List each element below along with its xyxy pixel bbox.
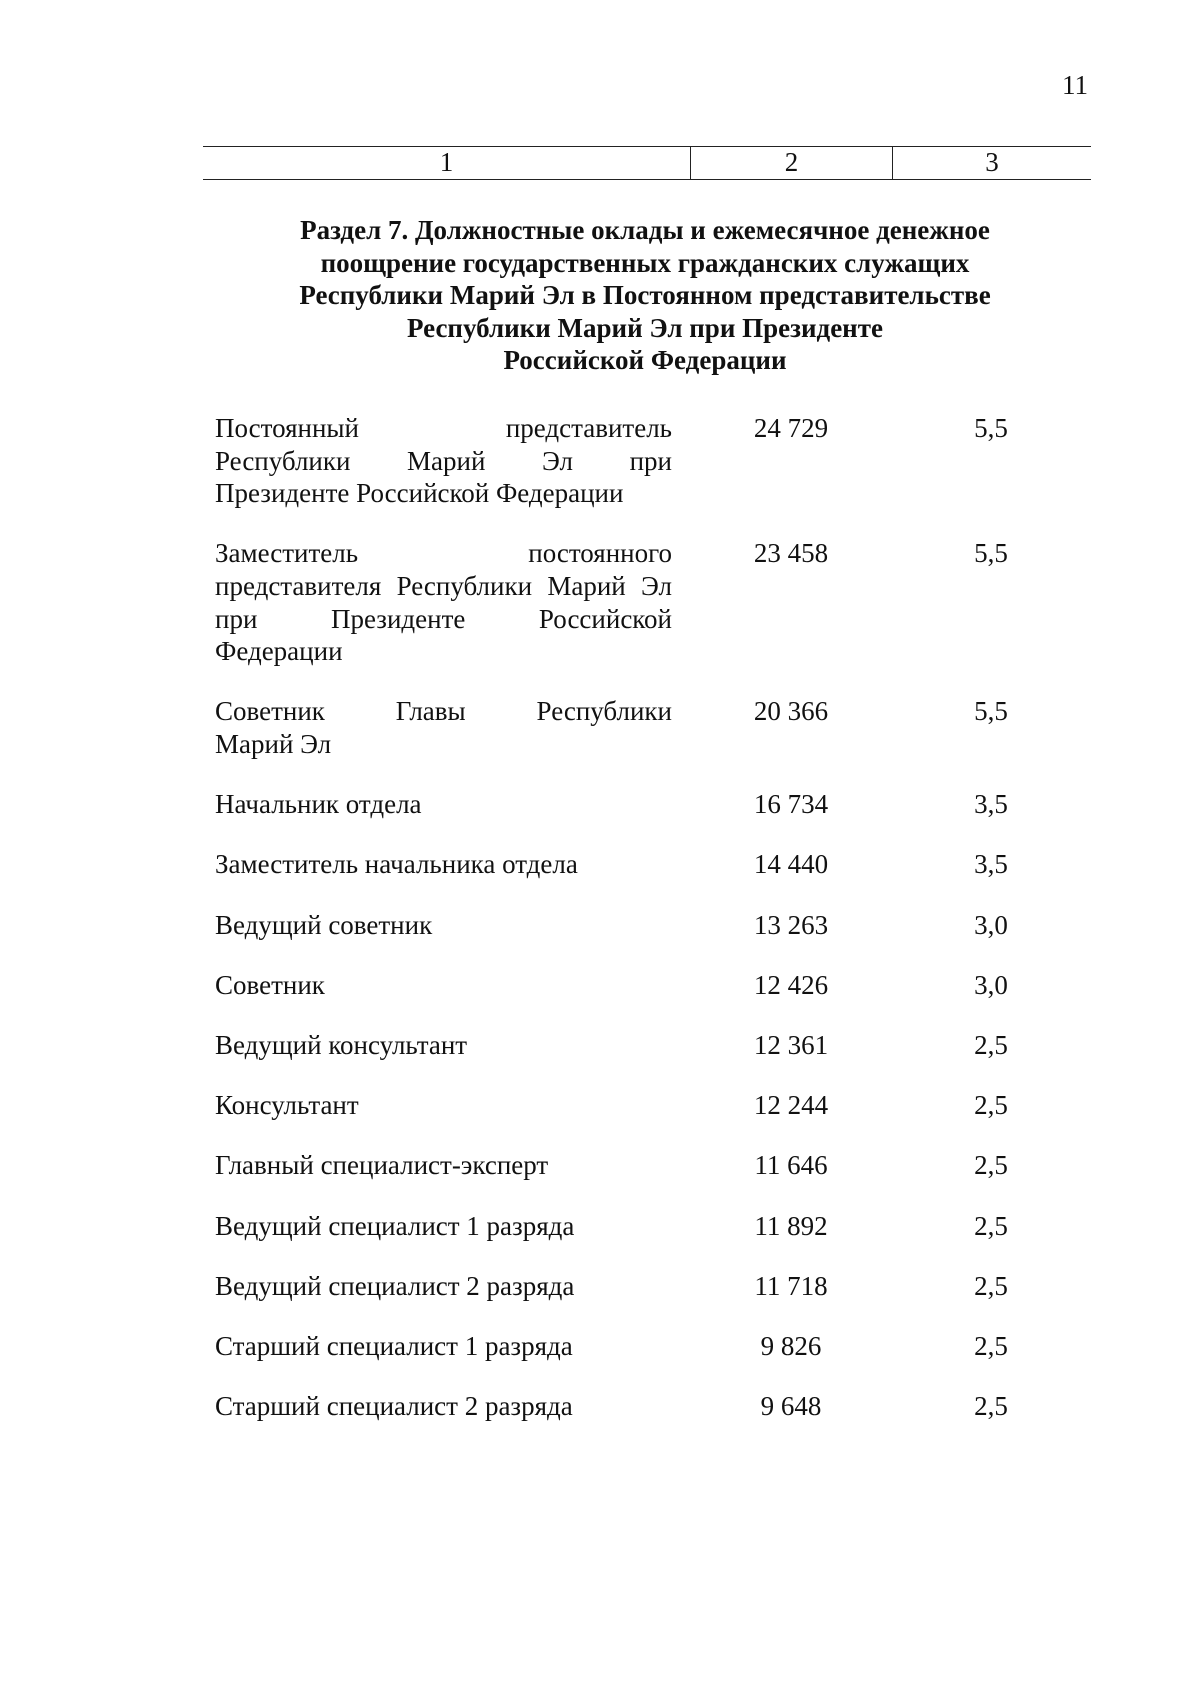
salary-value: 12 426	[753, 969, 829, 1000]
bonus-coefficient: 2,5	[974, 1391, 1008, 1422]
bonus-coefficient: 2,5	[974, 1030, 1008, 1060]
position-title	[215, 1210, 672, 1243]
section-title-line: Раздел 7. Должностные оклады и ежемесячное денежное	[300, 215, 990, 245]
salary-value: 16 734	[753, 789, 829, 820]
bonus-coefficient: 3,5	[974, 789, 1008, 820]
section-title-line: поощрение государственных гражданских служащих	[320, 247, 970, 278]
column-header-2: 2	[691, 147, 893, 179]
position-title-line: Президенте Российской Федерации	[215, 478, 624, 509]
bonus-coefficient: 3,5	[974, 849, 1008, 880]
position-title-line: Марий Эл	[215, 728, 332, 759]
bonus-coefficient: 2,5	[974, 1090, 1008, 1121]
position-title	[215, 1029, 672, 1062]
page-number: 11	[1062, 70, 1088, 100]
table-column-header-row	[203, 146, 1091, 180]
bonus-coefficient: 2,5	[974, 1270, 1008, 1301]
bonus-coefficient: 2,5	[974, 1150, 1008, 1181]
bonus-coefficient: 2,5	[974, 1210, 1008, 1241]
position-title-line: Ведущий специалист 1 разряда	[215, 1210, 575, 1241]
position-title-line: Республики Марий Эл при	[215, 445, 672, 476]
salary-value: 9 826	[760, 1331, 822, 1361]
position-title	[215, 1149, 672, 1182]
section-title	[230, 214, 1060, 377]
salary-value: 12 244	[753, 1090, 829, 1121]
position-title-line: Старший специалист 1 разряда	[215, 1331, 573, 1361]
bonus-coefficient: 3,0	[974, 969, 1008, 1000]
bonus-coefficient: 5,5	[974, 413, 1008, 443]
position-title	[215, 848, 672, 881]
position-title	[215, 1089, 672, 1122]
position-title-line: Советник	[215, 969, 325, 1000]
bonus-coefficient: 2,5	[974, 1331, 1008, 1361]
salary-value: 11 718	[754, 1270, 828, 1301]
salary-value: 14 440	[753, 849, 829, 880]
section-title-line: Республики Марий Эл при Президенте	[407, 312, 883, 343]
position-title-line: Начальник отдела	[215, 789, 422, 820]
position-title	[215, 537, 672, 667]
position-title	[215, 1390, 672, 1423]
position-title	[215, 1270, 672, 1303]
section-title-line: Российской Федерации	[503, 345, 787, 376]
position-title-line: Ведущий консультант	[215, 1030, 468, 1060]
salary-value: 23 458	[753, 538, 829, 569]
salary-value: 20 366	[753, 696, 829, 727]
position-title-line: Заместитель постоянного	[215, 538, 672, 569]
position-title-line: Старший специалист 2 разряда	[215, 1391, 573, 1422]
salary-value: 9 648	[760, 1391, 822, 1422]
position-title-line: Заместитель начальника отдела	[215, 849, 578, 880]
position-title	[215, 412, 672, 510]
bonus-coefficient: 3,0	[974, 909, 1008, 940]
position-title-line: представителя Республики Марий Эл	[215, 570, 672, 601]
salary-value: 24 729	[753, 413, 829, 443]
position-title	[215, 969, 672, 1002]
column-header-1: 1	[203, 147, 691, 179]
salary-value: 11 646	[754, 1150, 828, 1181]
position-title-line: Ведущий специалист 2 разряда	[215, 1270, 575, 1301]
position-title-line: Постоянный представитель	[215, 413, 672, 443]
column-header-3: 3	[985, 147, 999, 177]
salary-value: 12 361	[753, 1030, 829, 1060]
position-title-line: Главный специалист-эксперт	[215, 1150, 549, 1181]
position-title-line: Ведущий советник	[215, 909, 433, 940]
position-title-line: Федерации	[215, 636, 343, 667]
position-title	[215, 695, 672, 760]
bonus-coefficient: 5,5	[974, 538, 1008, 569]
position-title	[215, 909, 672, 942]
position-title-line: Советник Главы Республики	[215, 696, 672, 727]
position-title-line: Консультант	[215, 1090, 359, 1121]
bonus-coefficient: 5,5	[974, 696, 1008, 727]
section-title-line: Республики Марий Эл в Постоянном представительстве	[299, 280, 991, 311]
salary-value: 11 892	[754, 1210, 828, 1241]
position-title-line: при Президенте Российской	[215, 603, 672, 634]
salary-value: 13 263	[753, 909, 829, 940]
position-title	[215, 788, 672, 821]
position-title	[215, 1330, 672, 1363]
